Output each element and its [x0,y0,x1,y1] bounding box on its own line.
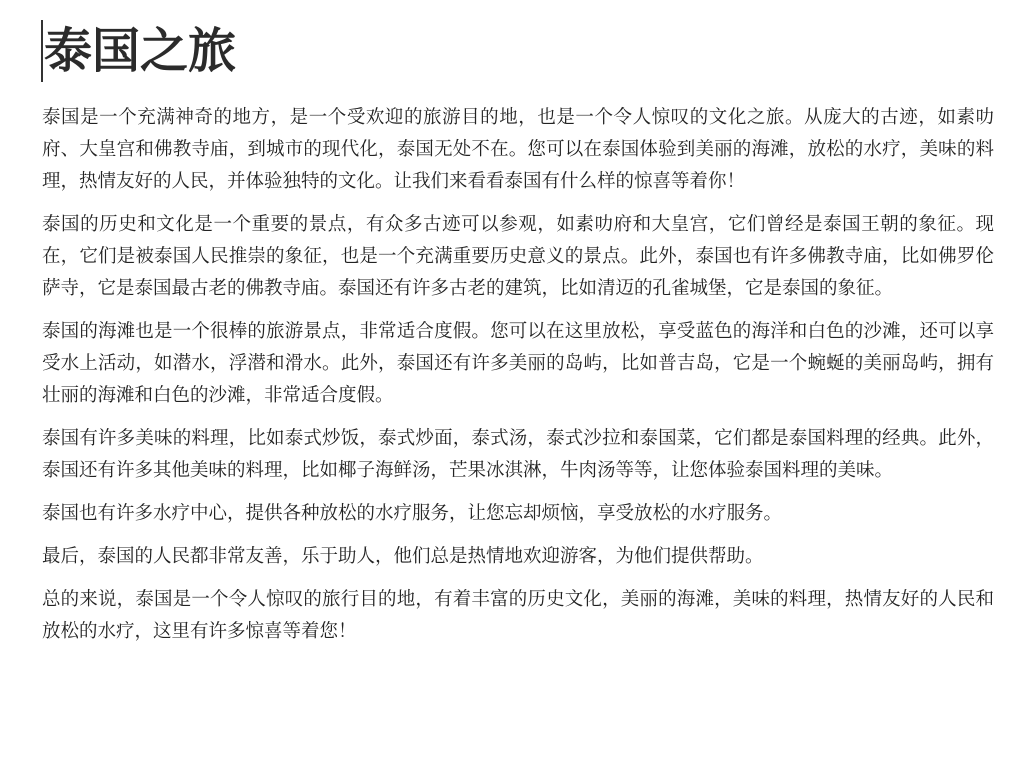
page-title: 泰国之旅 [44,23,237,79]
paragraph-history: 泰国的历史和文化是一个重要的景点，有众多古迹可以参观，如素叻府和大皇宫，它们曾经是泰国王朝的象征。现在，它们是被泰国人民推崇的象征，也是一个充满重要历史意义的景点。此外，泰国也有许多佛教寺庙，比如佛罗伦萨寺，它是泰国最古老的佛教寺庙。泰国还有许多古老的建筑，比如清迈的孔雀城堡，它是泰国的象征。 [42,214,994,299]
paragraph-spa: 泰国也有许多水疗中心，提供各种放松的水疗服务，让您忘却烦恼，享受放松的水疗服务。 [42,503,783,524]
paragraph-food: 泰国有许多美味的料理，比如泰式炒饭，泰式炒面，泰式汤，泰式沙拉和泰国菜，它们都是泰国料理的经典。此外，泰国还有许多其他美味的料理，比如椰子海鲜汤，芒果冰淇淋，牛肉汤等等，让您体验泰国料理的美味。 [42,428,994,481]
paragraph-intro: 泰国是一个充满神奇的地方，是一个受欢迎的旅游目的地，也是一个令人惊叹的文化之旅。从庞大的古迹，如素叻府、大皇宫和佛教寺庙，到城市的现代化，泰国无处不在。您可以在泰国体验到美丽的海滩，放松的水疗，美味的料理，热情友好的人民，并体验独特的文化。让我们来看看泰国有什么样的惊喜等着你！ [42,107,994,192]
title-row [42,14,994,88]
paragraph-conclusion: 总的来说，泰国是一个令人惊叹的旅行目的地，有着丰富的历史文化，美丽的海滩，美味的料理，热情友好的人民和放松的水疗，这里有许多惊喜等着您！ [42,589,994,642]
paragraph-people: 最后，泰国的人民都非常友善，乐于助人，他们总是热情地欢迎游客，为他们提供帮助。 [42,546,764,567]
text-cursor [41,20,43,82]
document[interactable] [42,14,994,659]
paragraph-beaches: 泰国的海滩也是一个很棒的旅游景点，非常适合度假。您可以在这里放松，享受蓝色的海洋和白色的沙滩，还可以享受水上活动，如潜水，浮潜和滑水。此外，泰国还有许多美丽的岛屿，比如普吉岛，它是一个蜿蜒的美丽岛屿，拥有壮丽的海滩和白色的沙滩，非常适合度假。 [42,321,994,406]
